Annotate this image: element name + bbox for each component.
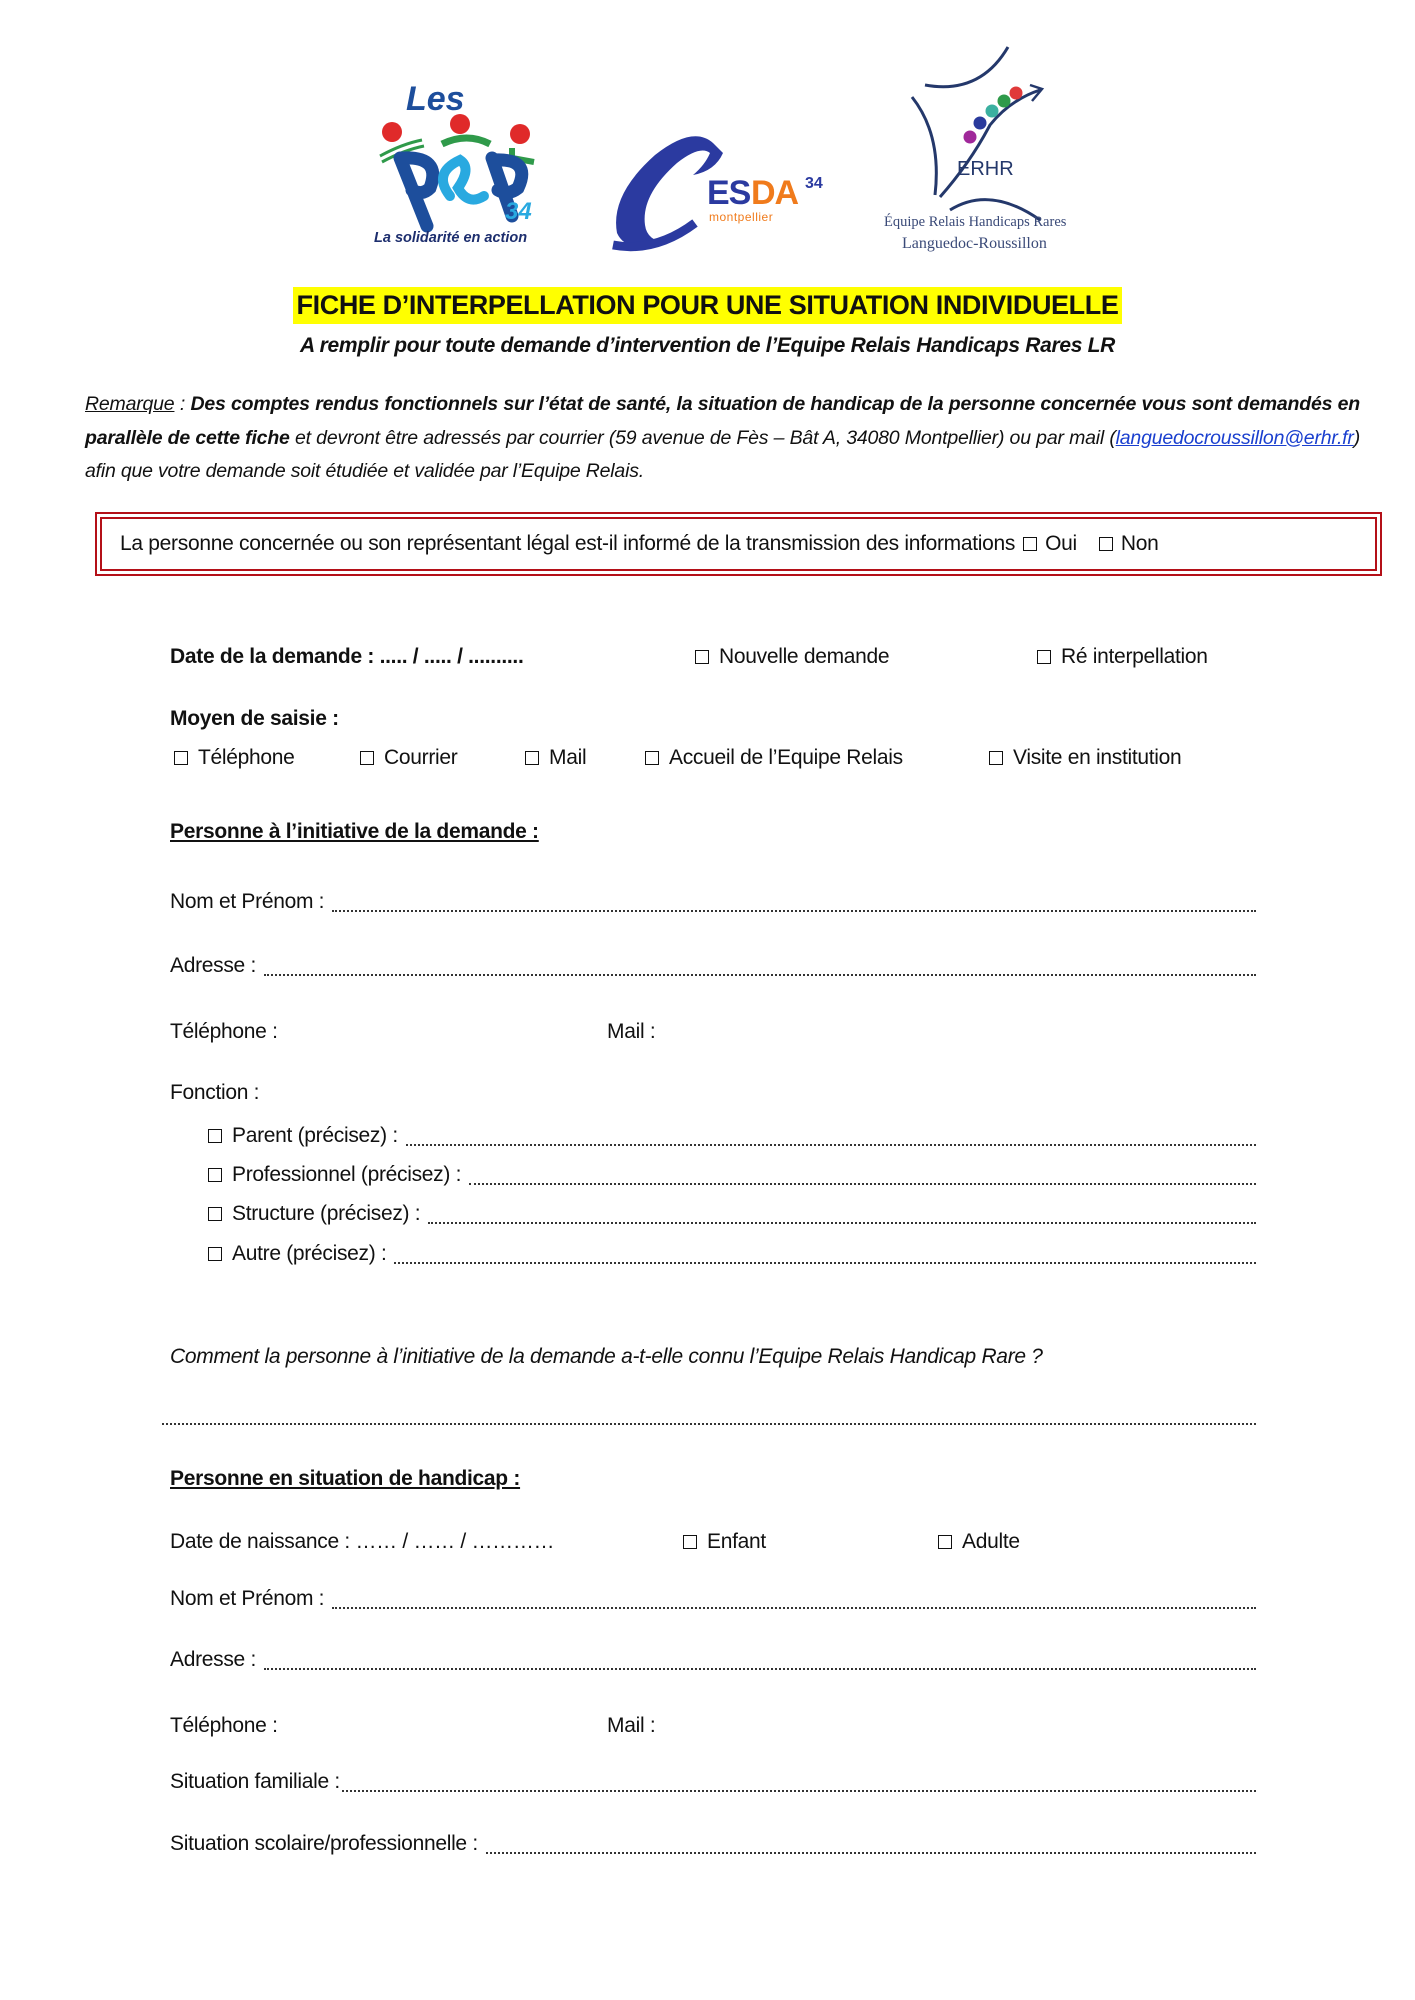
erhr-logo-acronym: ERHR [957,158,1014,180]
function-other-checkbox[interactable] [208,1247,222,1261]
family-situation-field[interactable] [170,1770,1256,1794]
means-option-visite[interactable] [989,747,1181,768]
consent-box [95,512,1382,576]
remark-colon: : [174,393,191,415]
school-situation-input[interactable] [486,1851,1256,1854]
birth-date-field[interactable]: Date de naissance : …… / …… / ………… [170,1530,555,1553]
function-other-field[interactable] [208,1242,1256,1266]
means-mail-label: Mail [549,746,587,769]
consent-yes-checkbox[interactable] [1023,537,1037,551]
adult-label: Adulte [962,1530,1020,1553]
cesda34-logo [605,125,835,255]
family-situation-input[interactable] [342,1789,1256,1792]
person-name-field[interactable] [170,1587,1256,1611]
cesda-logo-es: ES [707,174,751,212]
function-professional-field[interactable] [208,1163,1256,1187]
function-other-label: Autre (précisez) : [232,1242,387,1265]
person-address-input[interactable] [264,1667,1256,1670]
means-courrier-label: Courrier [384,746,458,769]
consent-no-checkbox[interactable] [1099,537,1113,551]
page-subtitle: A remplir pour toute demande d’intervention de l’Equipe Relais Handicaps Rares LR [299,334,1116,357]
initiator-mail-label[interactable]: Mail : [607,1020,656,1043]
new-request-checkbox[interactable] [695,650,709,664]
means-accueil-checkbox[interactable] [645,751,659,765]
how-known-answer-input[interactable] [162,1422,1256,1425]
initiator-name-input[interactable] [332,909,1256,912]
page-title: FICHE D’INTERPELLATION POUR UNE SITUATION INDIVIDUELLE [293,287,1123,324]
function-other-input[interactable] [394,1261,1256,1264]
function-parent-input[interactable] [406,1143,1256,1146]
means-visite-checkbox[interactable] [989,751,1003,765]
initiator-phone-label[interactable]: Téléphone : [170,1020,278,1043]
means-visite-label: Visite en institution [1013,746,1182,769]
person-mail-label[interactable]: Mail : [607,1714,656,1737]
initiator-address-field[interactable] [170,954,1256,978]
function-parent-field[interactable] [208,1124,1256,1148]
function-professional-label: Professionnel (précisez) : [232,1163,462,1186]
re-interpellation-option[interactable] [1037,646,1208,667]
function-structure-label: Structure (précisez) : [232,1202,421,1225]
disabled-person-heading: Personne en situation de handicap : [170,1467,521,1490]
means-accueil-label: Accueil de l’Equipe Relais [669,746,903,769]
erhr-logo-line1: Équipe Relais Handicaps Rares [884,214,1067,230]
function-professional-input[interactable] [469,1182,1256,1185]
initiator-name-label: Nom et Prénom : [170,890,325,913]
how-known-question: Comment la personne à l’initiative de la demande a-t-elle connu l’Equipe Relais Handicap Rare ? [170,1345,1043,1368]
consent-no-label: Non [1120,532,1159,555]
child-checkbox[interactable] [683,1535,697,1549]
remark-label: Remarque [85,393,175,415]
consent-yes-label: Oui [1045,532,1077,555]
remark-bold-text: Des comptes rendus fonctionnels sur l’état de santé, la situation de handicap de la personne concernée vous sont demandés en parallèle de cette fiche [85,393,1360,449]
school-situation-label: Situation scolaire/professionnelle : [170,1832,478,1855]
cesda-logo-number: 34 [805,175,823,192]
means-telephone-checkbox[interactable] [174,751,188,765]
person-address-label: Adresse : [170,1648,257,1671]
re-interpellation-checkbox[interactable] [1037,650,1051,664]
pep34-logo [372,78,547,258]
means-option-mail[interactable] [525,747,586,768]
means-mail-checkbox[interactable] [525,751,539,765]
email-link[interactable]: languedocroussillon@erhr.fr [1115,426,1354,449]
means-telephone-label: Téléphone [198,746,295,769]
pep-logo-number: 34 [505,198,532,225]
new-request-option[interactable] [695,646,889,667]
means-courrier-checkbox[interactable] [360,751,374,765]
cesda-logo-da: DA [751,174,799,212]
input-means-label: Moyen de saisie : [170,707,339,730]
remark-text-2: ) afin que votre demande soit étudiée et validée par l’Equipe Relais. [85,426,1360,482]
person-address-field[interactable] [170,1648,1256,1672]
initiator-address-label: Adresse : [170,954,257,977]
remark-text-1: et devront être adressés par courrier (59 avenue de Fès – Bât A, 34080 Montpellier) ou par mail ( [289,426,1116,449]
cesda-logo-city: montpellier [709,210,774,224]
function-structure-input[interactable] [428,1221,1256,1224]
means-option-accueil[interactable] [645,747,903,768]
means-option-courrier[interactable] [360,747,457,768]
initiator-address-input[interactable] [264,973,1256,976]
person-name-input[interactable] [332,1606,1256,1609]
remark-paragraph [85,388,1360,489]
erhr-logo-line2: Languedoc-Roussillon [902,235,1047,252]
pep-logo-word: Les [406,80,465,118]
re-interpellation-label: Ré interpellation [1061,645,1208,668]
person-name-label: Nom et Prénom : [170,1587,325,1610]
pep-logo-tagline: La solidarité en action [374,230,528,246]
initiator-name-field[interactable] [170,890,1256,914]
consent-box-inner [100,517,1377,571]
child-label: Enfant [707,1530,766,1553]
function-parent-checkbox[interactable] [208,1129,222,1143]
function-professional-checkbox[interactable] [208,1168,222,1182]
means-option-telephone[interactable] [174,747,295,768]
adult-option[interactable] [938,1531,1020,1552]
initiator-function-label: Fonction : [170,1081,260,1104]
child-option[interactable] [683,1531,766,1552]
how-known-answer-field[interactable] [162,1409,1256,1427]
request-date-field[interactable]: Date de la demande : ..... / ..... / .......... [170,645,524,668]
function-parent-label: Parent (précisez) : [232,1124,398,1147]
family-situation-label: Situation familiale : [170,1770,340,1793]
adult-checkbox[interactable] [938,1535,952,1549]
person-phone-label[interactable]: Téléphone : [170,1714,278,1737]
function-structure-field[interactable] [208,1202,1256,1226]
initiator-heading: Personne à l’initiative de la demande : [170,820,539,843]
new-request-label: Nouvelle demande [719,645,890,668]
school-situation-field[interactable] [170,1832,1256,1856]
title-container [0,287,1415,324]
erhr-logo [880,45,1080,255]
function-structure-checkbox[interactable] [208,1207,222,1221]
consent-question: La personne concernée ou son représentant légal est-il informé de la transmission des informations [120,532,1016,555]
